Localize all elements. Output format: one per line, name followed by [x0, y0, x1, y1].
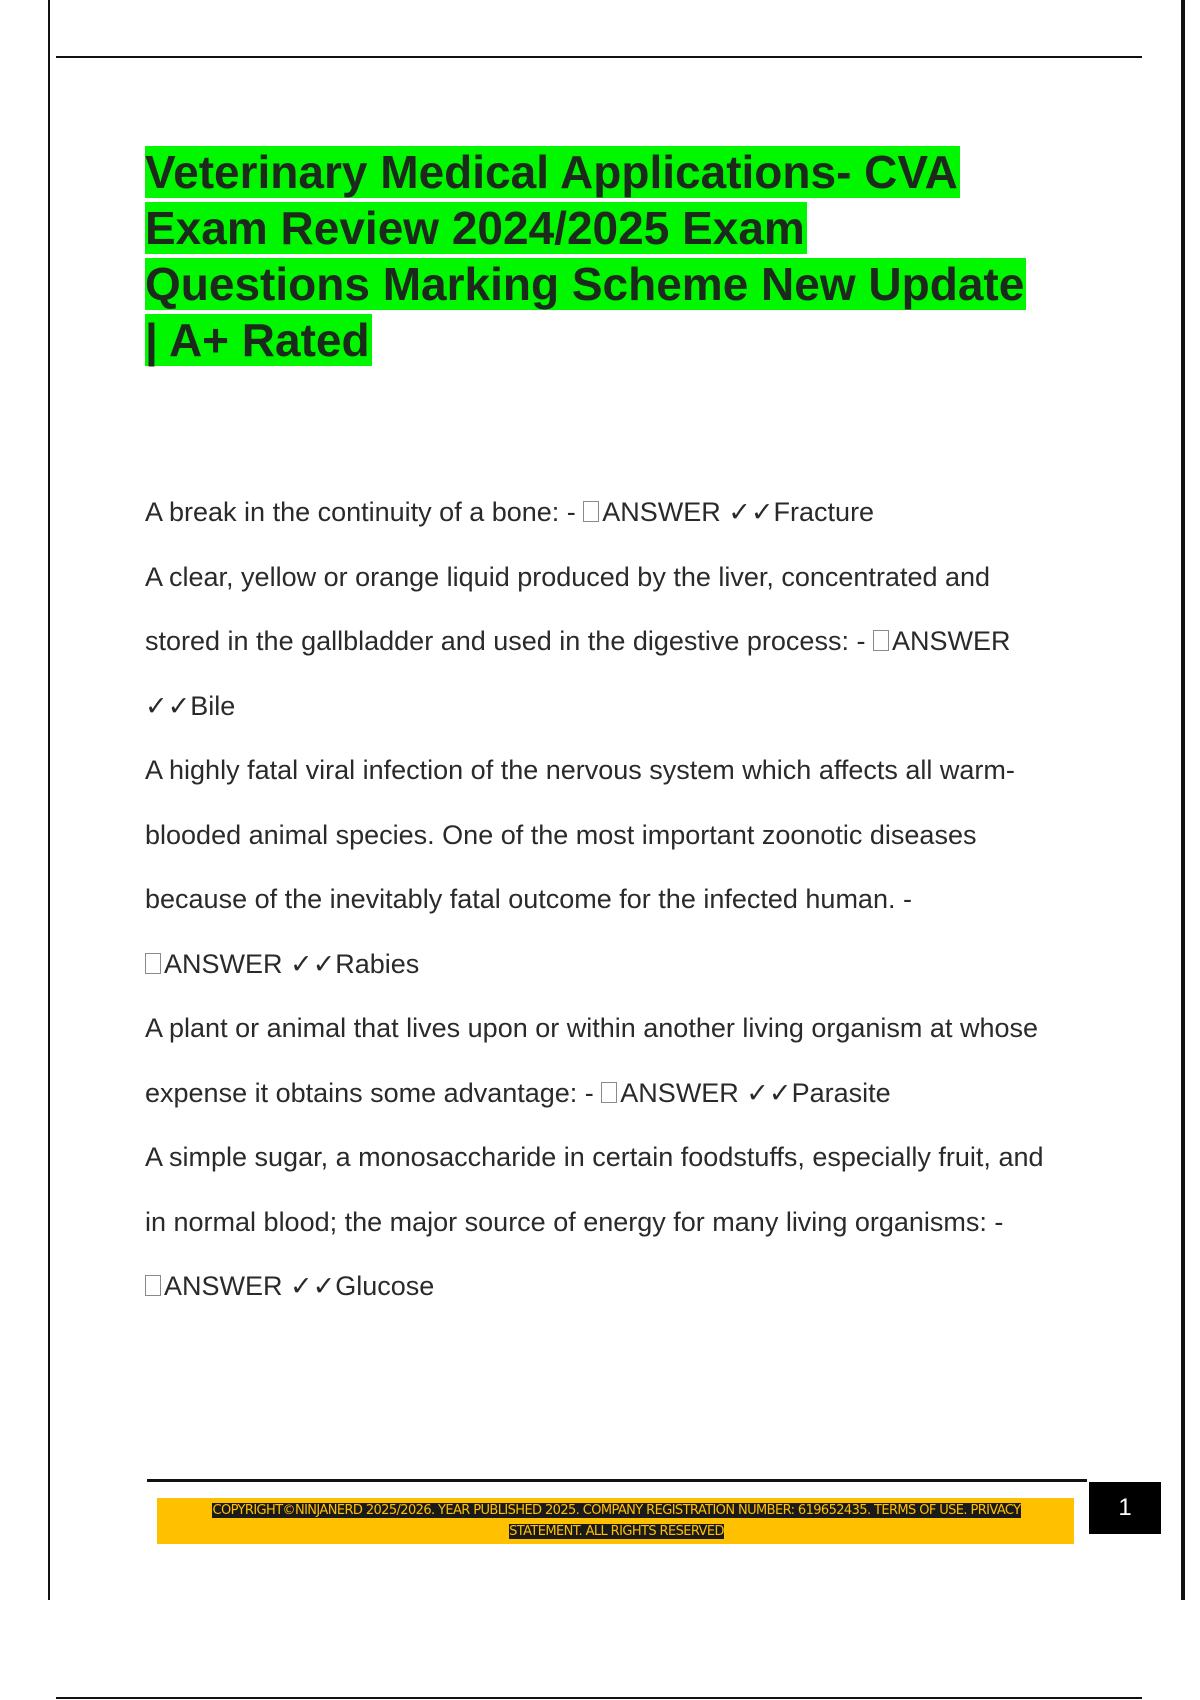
question-text: blooded animal species. One of the most important zoonotic diseases [145, 819, 977, 850]
answer-text: Fracture [773, 497, 875, 527]
page-right-border [1181, 0, 1185, 1600]
question-text: stored in the gallbladder and used in the digestive process: - [145, 626, 873, 656]
document-title [145, 144, 1085, 368]
checkbox-glyph-icon [601, 1082, 617, 1103]
qa-list [145, 480, 1105, 1319]
page-number: 1 [1089, 1482, 1161, 1534]
qa-item [145, 996, 1105, 1125]
qa-item [145, 545, 1105, 739]
footer-rule [147, 1479, 1087, 1482]
answer-text: Bile [190, 690, 236, 721]
copyright-line: STATEMENT. ALL RIGHTS RESERVED [509, 1524, 724, 1539]
question-text: A clear, yellow or orange liquid produced by the liver, concentrated and [145, 561, 991, 592]
answer-text: Rabies [335, 948, 420, 979]
answer-label: ANSWER ✓✓ [620, 1077, 792, 1108]
title-line: Questions Marking Scheme New Update [145, 258, 1025, 310]
copyright-notice [170, 1500, 1063, 1542]
question-text: in normal blood; the major source of energy for many living organisms: - [145, 1206, 1004, 1237]
checkbox-glyph-icon [145, 1275, 161, 1296]
title-line: | A+ Rated [145, 314, 370, 366]
bottom-rule [56, 1697, 1142, 1699]
answer-checkmarks: ✓✓ [145, 690, 191, 721]
checkbox-glyph-icon [145, 953, 161, 974]
qa-item [145, 1125, 1105, 1319]
question-text: because of the inevitably fatal outcome for the infected human. - [145, 884, 912, 914]
question-text: expense it obtains some advantage: - [145, 1077, 602, 1108]
answer-label: ANSWER ✓✓ [164, 1271, 336, 1301]
answer-label: ANSWER ✓✓ [164, 948, 336, 979]
answer-text: Glucose [335, 1271, 435, 1301]
checkbox-glyph-icon [873, 630, 889, 651]
title-line: Exam Review 2024/2025 Exam [145, 202, 805, 254]
qa-item [145, 738, 1105, 996]
question-text: A break in the continuity of a bone: - [145, 497, 584, 527]
answer-label: ANSWER ✓✓ [602, 497, 774, 527]
answer-text: Parasite [791, 1077, 891, 1108]
checkbox-glyph-icon [583, 501, 599, 522]
title-line: Veterinary Medical Applications- CVA [145, 146, 958, 198]
answer-label: ANSWER [891, 626, 1011, 656]
copyright-line: COPYRIGHT©NINJANERD 2025/2026. YEAR PUBLISHED 2025. COMPANY REGISTRATION NUMBER: 619652435. TERMS OF USE. PRIVACY [212, 1503, 1021, 1518]
qa-item [145, 480, 1105, 545]
question-text: A simple sugar, a monosaccharide in certain foodstuffs, especially fruit, and [145, 1142, 1044, 1172]
question-text: A highly fatal viral infection of the nervous system which affects all warm- [145, 755, 1015, 785]
page-left-border [48, 0, 50, 1600]
question-text: A plant or animal that lives upon or within another living organism at whose [145, 1013, 1038, 1043]
top-rule [56, 56, 1142, 58]
